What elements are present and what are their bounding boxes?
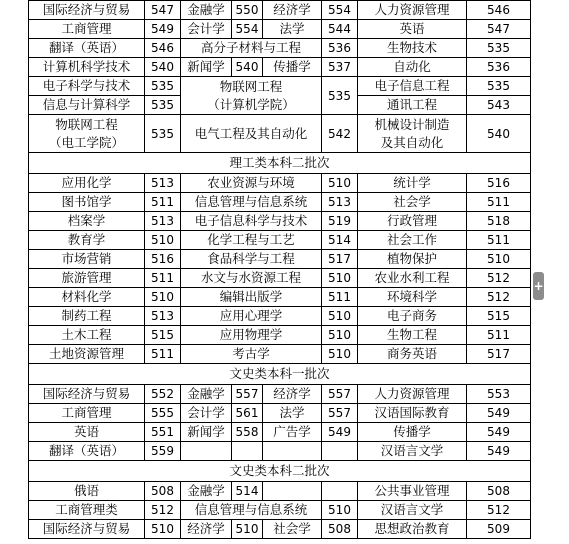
score-cell: 510	[322, 269, 358, 288]
score-cell: 517	[467, 345, 531, 364]
major-cell: 俄语	[29, 482, 145, 501]
major-cell: 金融学	[181, 385, 232, 404]
table-row	[29, 345, 531, 364]
major-cell: 新闻学	[181, 58, 232, 77]
score-cell: 547	[467, 20, 531, 39]
major-cell: 信息与计算科学	[29, 96, 145, 115]
score-cell: 519	[322, 212, 358, 231]
section-header-row	[29, 461, 531, 482]
score-cell: 547	[145, 1, 181, 20]
score-cell: 512	[467, 501, 531, 520]
major-cell: 公共事业管理	[358, 482, 467, 501]
table-row	[29, 269, 531, 288]
major-cell: 法学	[263, 404, 322, 423]
score-cell: 513	[145, 174, 181, 193]
score-cell: 511	[145, 269, 181, 288]
major-cell: 工商管理	[29, 404, 145, 423]
major-cell: 生物技术	[358, 39, 467, 58]
score-cell: 517	[322, 250, 358, 269]
major-cell: 人力资源管理	[358, 1, 467, 20]
major-cell: 统计学	[358, 174, 467, 193]
major-cell: 经济学	[263, 385, 322, 404]
college-name: 电工学院	[61, 134, 112, 150]
score-cell: 511	[467, 193, 531, 212]
expand-handle-icon[interactable]: +	[533, 272, 544, 300]
score-cell: 512	[467, 269, 531, 288]
table-row	[29, 193, 531, 212]
score-cell: 512	[467, 288, 531, 307]
score-cell: 510	[232, 520, 263, 539]
score-cell: 535	[467, 77, 531, 96]
major-cell: 经济学	[181, 520, 232, 539]
major-cell: 电气工程及其自动化	[181, 115, 322, 153]
major-cell: 自动化	[358, 58, 467, 77]
major-cell: 电子科学与技术	[29, 77, 145, 96]
major-cell: 行政管理	[358, 212, 467, 231]
major-cell: 电子信息工程	[358, 77, 467, 96]
section-header-row	[29, 364, 531, 385]
major-cell: 金融学	[181, 482, 232, 501]
score-cell: 544	[322, 20, 358, 39]
major-cell: 信息管理与信息系统	[181, 501, 322, 520]
major-cell: 信息管理与信息系统	[181, 193, 322, 212]
score-cell: 508	[322, 520, 358, 539]
table-row	[29, 442, 531, 461]
score-cell: 513	[322, 193, 358, 212]
score-cell: 512	[145, 501, 181, 520]
college-name: 计算机学院	[219, 96, 283, 112]
table-row	[29, 115, 531, 153]
major-cell: 社会工作	[358, 231, 467, 250]
score-cell: 515	[145, 326, 181, 345]
table-row	[29, 404, 531, 423]
major-cell: 传播学	[263, 58, 322, 77]
empty-cell	[232, 442, 263, 461]
major-cell: 农业资源与环境	[181, 174, 322, 193]
score-cell: 510	[322, 174, 358, 193]
major-cell: 工商管理	[29, 20, 145, 39]
major-cell: 英语	[29, 423, 145, 442]
score-cell: 551	[145, 423, 181, 442]
table-row	[29, 520, 531, 539]
major-cell: 国际经济与贸易	[29, 385, 145, 404]
table-row	[29, 288, 531, 307]
score-cell: 511	[467, 231, 531, 250]
major-cell: 高分子材料与工程	[181, 39, 322, 58]
table-row	[29, 1, 531, 20]
score-cell: 535	[145, 115, 181, 153]
score-cell: 516	[467, 174, 531, 193]
major-cell: 会计学	[181, 404, 232, 423]
major-cell: 国际经济与贸易	[29, 1, 145, 20]
score-cell: 536	[322, 39, 358, 58]
table-row	[29, 39, 531, 58]
table-row	[29, 501, 531, 520]
major-cell: 翻译（英语）	[29, 39, 145, 58]
major-cell: 农业水利工程	[358, 269, 467, 288]
score-cell: 516	[145, 250, 181, 269]
score-cell: 535	[467, 39, 531, 58]
major-cell: 土地资源管理	[29, 345, 145, 364]
score-cell: 553	[467, 385, 531, 404]
score-cell: 550	[232, 1, 263, 20]
score-cell: 510	[322, 345, 358, 364]
major-cell: 经济学	[263, 1, 322, 20]
score-cell: 540	[145, 58, 181, 77]
major-cell: 化学工程与工艺	[181, 231, 322, 250]
score-cell: 510	[145, 231, 181, 250]
table-row	[29, 20, 531, 39]
table-row	[29, 307, 531, 326]
major-cell: 法学	[263, 20, 322, 39]
score-cell: 549	[467, 423, 531, 442]
score-cell: 514	[322, 231, 358, 250]
table-row	[29, 174, 531, 193]
score-cell: 511	[322, 288, 358, 307]
major-name: 物联网工程	[55, 116, 118, 132]
score-cell: 510	[145, 520, 181, 539]
major-cell: 编辑出版学	[181, 288, 322, 307]
major-cell: 广告学	[263, 423, 322, 442]
empty-cell	[263, 482, 322, 501]
table-row	[29, 250, 531, 269]
score-cell: 510	[322, 326, 358, 345]
score-cell: 558	[232, 423, 263, 442]
major-cell: 金融学	[181, 1, 232, 20]
major-cell: 植物保护	[358, 250, 467, 269]
score-cell: 536	[467, 58, 531, 77]
score-cell: 549	[145, 20, 181, 39]
score-cell: 549	[467, 442, 531, 461]
score-cell: 535	[145, 96, 181, 115]
major-cell: 国际经济与贸易	[29, 520, 145, 539]
major-cell: 通讯工程	[358, 96, 467, 115]
section-header-row	[29, 153, 531, 174]
major-name: 机械设计制造	[374, 116, 450, 132]
score-cell: 557	[232, 385, 263, 404]
major-cell: 教育学	[29, 231, 145, 250]
major-cell: 英语	[358, 20, 467, 39]
major-cell: 水文与水资源工程	[181, 269, 322, 288]
score-cell: 549	[467, 404, 531, 423]
score-cell: 559	[145, 442, 181, 461]
score-cell: 546	[145, 39, 181, 58]
score-cell: 515	[467, 307, 531, 326]
major-cell: 人力资源管理	[358, 385, 467, 404]
major-cell: 社会学	[263, 520, 322, 539]
empty-cell	[322, 482, 358, 501]
major-name: 及其自动化	[380, 134, 444, 150]
major-cell: 物联网工程 （计算机学院）	[181, 77, 322, 115]
score-cell: 511	[467, 326, 531, 345]
score-cell: 557	[322, 385, 358, 404]
major-cell: 商务英语	[358, 345, 467, 364]
table-row	[29, 77, 531, 96]
score-cell: 543	[467, 96, 531, 115]
major-cell: 制药工程	[29, 307, 145, 326]
major-cell: 环境科学	[358, 288, 467, 307]
score-cell: 557	[322, 404, 358, 423]
score-cell: 535	[322, 77, 358, 115]
table-row	[29, 385, 531, 404]
table-row	[29, 482, 531, 501]
score-cell: 540	[232, 58, 263, 77]
major-cell: 物联网工程 （电工学院）	[29, 115, 145, 153]
major-cell: 生物工程	[358, 326, 467, 345]
admission-score-table	[28, 0, 531, 539]
score-cell: 546	[467, 1, 531, 20]
major-cell: 汉语国际教育	[358, 404, 467, 423]
score-cell: 549	[322, 423, 358, 442]
score-cell: 510	[467, 250, 531, 269]
score-cell: 554	[322, 1, 358, 20]
score-cell: 509	[467, 520, 531, 539]
empty-cell	[322, 442, 358, 461]
score-cell: 511	[145, 345, 181, 364]
table-row	[29, 423, 531, 442]
major-cell: 翻译（英语）	[29, 442, 145, 461]
major-cell: 工商管理类	[29, 501, 145, 520]
major-cell: 应用化学	[29, 174, 145, 193]
major-cell: 汉语言文学	[358, 442, 467, 461]
score-cell: 513	[145, 212, 181, 231]
score-cell: 508	[145, 482, 181, 501]
score-cell: 514	[232, 482, 263, 501]
score-cell: 511	[145, 193, 181, 212]
major-cell: 档案学	[29, 212, 145, 231]
major-cell	[358, 115, 467, 153]
major-cell: 材料化学	[29, 288, 145, 307]
major-cell: 考古学	[181, 345, 322, 364]
major-cell: 应用物理学	[181, 326, 322, 345]
score-cell: 513	[145, 307, 181, 326]
score-cell: 555	[145, 404, 181, 423]
score-cell: 554	[232, 20, 263, 39]
major-cell: 食品科学与工程	[181, 250, 322, 269]
score-cell: 510	[322, 501, 358, 520]
major-cell: 传播学	[358, 423, 467, 442]
score-cell: 561	[232, 404, 263, 423]
score-cell: 518	[467, 212, 531, 231]
empty-cell	[263, 442, 322, 461]
major-cell: 市场营销	[29, 250, 145, 269]
score-cell: 508	[467, 482, 531, 501]
major-cell: 土木工程	[29, 326, 145, 345]
table-row	[29, 58, 531, 77]
score-cell: 552	[145, 385, 181, 404]
major-cell: 汉语言文学	[358, 501, 467, 520]
section-title: 文史类本科一批次	[29, 364, 531, 385]
major-cell: 新闻学	[181, 423, 232, 442]
score-cell: 540	[467, 115, 531, 153]
table-row	[29, 326, 531, 345]
section-title: 文史类本科二批次	[29, 461, 531, 482]
score-cell: 510	[145, 288, 181, 307]
score-cell: 542	[322, 115, 358, 153]
major-cell: 旅游管理	[29, 269, 145, 288]
table-row	[29, 212, 531, 231]
score-cell: 537	[322, 58, 358, 77]
major-cell: 应用心理学	[181, 307, 322, 326]
empty-cell	[181, 442, 232, 461]
table-row	[29, 231, 531, 250]
major-cell: 电子商务	[358, 307, 467, 326]
major-cell: 思想政治教育	[358, 520, 467, 539]
major-cell: 社会学	[358, 193, 467, 212]
major-cell: 会计学	[181, 20, 232, 39]
major-name: 物联网工程	[219, 78, 283, 94]
section-title: 理工类本科二批次	[29, 153, 531, 174]
major-cell: 计算机科学技术	[29, 58, 145, 77]
major-cell: 电子信息科学与技术	[181, 212, 322, 231]
score-cell: 510	[322, 307, 358, 326]
score-cell: 535	[145, 77, 181, 96]
major-cell: 图书馆学	[29, 193, 145, 212]
